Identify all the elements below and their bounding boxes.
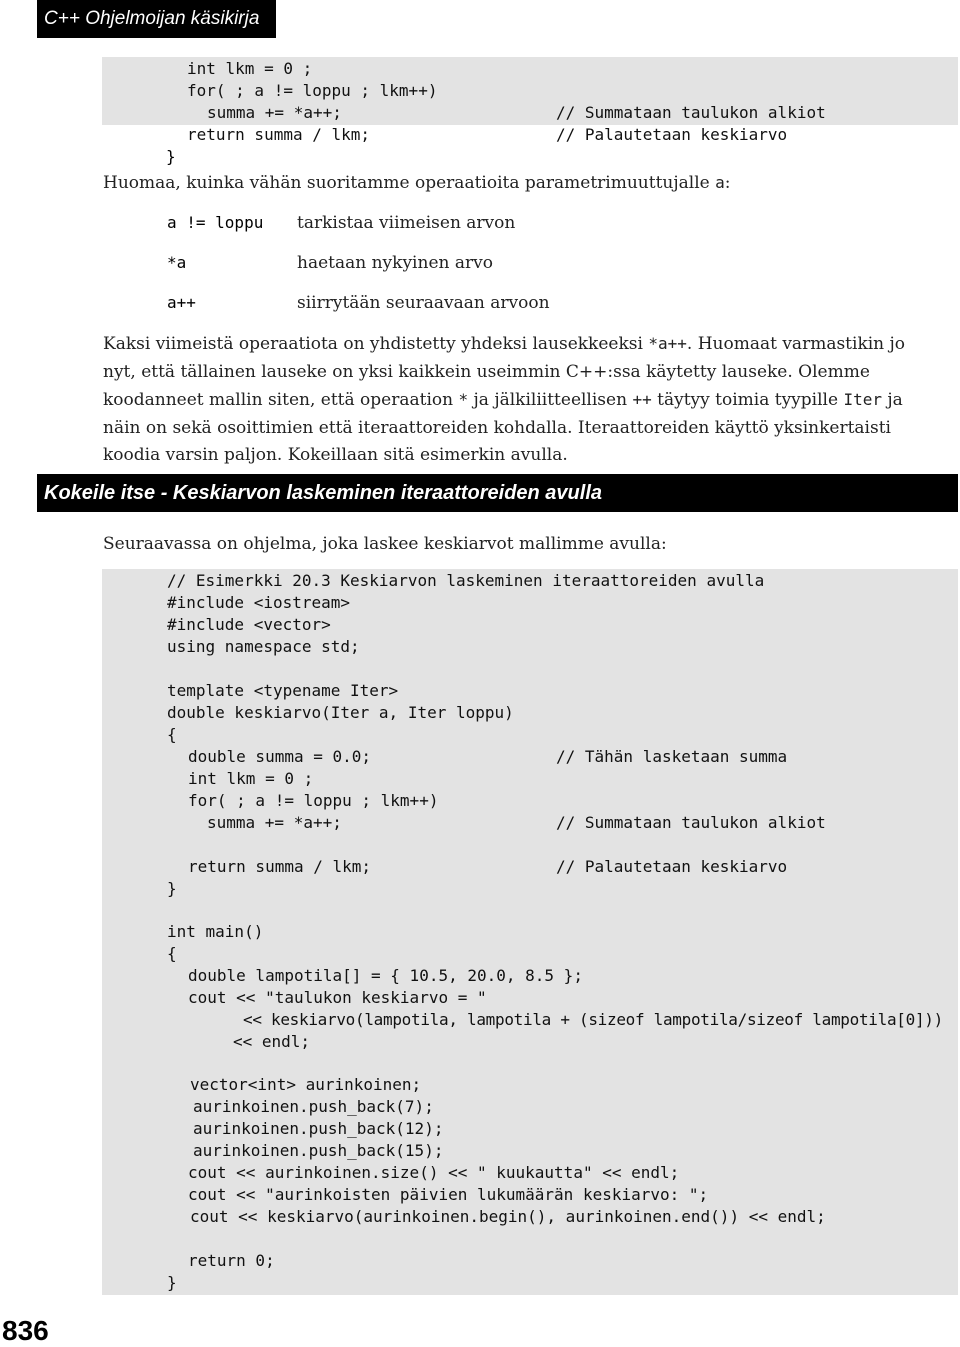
definition-term: *a bbox=[167, 253, 187, 272]
code-line: } bbox=[167, 879, 177, 898]
paragraph-text: Kaksi viimeistä operaatiota on yhdistetty yhdeksi lausekkeeksi bbox=[103, 334, 649, 354]
code-line: summa += *a++; bbox=[207, 103, 342, 122]
code-line: } bbox=[167, 1273, 177, 1292]
paragraph bbox=[103, 169, 933, 198]
code-comment: // Summataan taulukon alkiot bbox=[556, 813, 826, 832]
code-line: { bbox=[167, 944, 177, 963]
section-title: Kokeile itse - Keskiarvon laskeminen iteraattoreiden avulla bbox=[44, 482, 603, 504]
paragraph-text: ja jälkiliitteellisen bbox=[468, 390, 633, 410]
inline-code: Iter bbox=[843, 390, 882, 409]
code-line: for( ; a != loppu ; lkm++) bbox=[187, 81, 438, 100]
inline-code: *a++ bbox=[648, 334, 687, 353]
paragraph-text: täytyy toimia tyypille bbox=[651, 390, 844, 410]
code-line: cout << keskiarvo(aurinkoinen.begin(), aurinkoinen.end()) << endl; bbox=[190, 1207, 826, 1226]
paragraph-text: Seuraavassa on ohjelma, joka laskee keskiarvot mallimme avulla: bbox=[103, 534, 667, 554]
paragraph-text: ja näin on sekä osoittimien että iteraattoreiden kohdalla. Iteraattoreiden käyttö yksinkertaisti koodia varsin paljon. Kokeillaan sitä esimerkin avulla. bbox=[103, 390, 903, 465]
code-comment: // Summataan taulukon alkiot bbox=[556, 103, 826, 122]
paragraph-text: . Huomaat varmastikin jo nyt, että tällainen lauseke on yksi kaikkein useimmin C++:ssa käytetty lauseke. Olemme koodanneet mallin siten, että operaation bbox=[103, 334, 906, 410]
page-number: 836 bbox=[2, 1315, 49, 1346]
code-comment: // Palautetaan keskiarvo bbox=[556, 125, 788, 144]
code-line: // Esimerkki 20.3 Keskiarvon laskeminen iteraattoreiden avulla bbox=[167, 571, 765, 590]
code-line: << endl; bbox=[233, 1032, 311, 1051]
code-line: summa += *a++; bbox=[207, 813, 342, 832]
code-line: int lkm = 0 ; bbox=[188, 769, 314, 788]
code-comment: // Palautetaan keskiarvo bbox=[556, 857, 788, 876]
section-heading bbox=[37, 474, 958, 512]
code-line: { bbox=[167, 725, 177, 744]
inline-code: a bbox=[715, 173, 725, 192]
code-line: int main() bbox=[167, 922, 264, 941]
definition-term: a++ bbox=[167, 293, 196, 312]
definition-description: haetaan nykyinen arvo bbox=[297, 253, 493, 273]
code-line: vector<int> aurinkoinen; bbox=[190, 1075, 422, 1094]
code-line: for( ; a != loppu ; lkm++) bbox=[188, 791, 439, 810]
code-line: return 0; bbox=[188, 1251, 275, 1270]
book-title-tab bbox=[37, 0, 276, 38]
definition-description: tarkistaa viimeisen arvon bbox=[297, 213, 516, 233]
code-line: #include <vector> bbox=[167, 615, 331, 634]
paragraph-text: Huomaa, kuinka vähän suoritamme operaatioita parametrimuuttujalle bbox=[103, 173, 716, 193]
paragraph-text: : bbox=[724, 173, 731, 193]
code-line: aurinkoinen.push_back(12); bbox=[193, 1119, 444, 1138]
code-line: template <typename Iter> bbox=[167, 681, 399, 700]
code-line: return summa / lkm; bbox=[187, 125, 371, 144]
book-title: C++ Ohjelmoijan käsikirja bbox=[44, 8, 260, 29]
code-line: using namespace std; bbox=[167, 637, 360, 656]
code-comment: // Tähän lasketaan summa bbox=[556, 747, 788, 766]
code-line: cout << "aurinkoisten päivien lukumäärän keskiarvo: "; bbox=[188, 1185, 709, 1204]
code-line: int lkm = 0 ; bbox=[187, 59, 313, 78]
code-line: double lampotila[] = { 10.5, 20.0, 8.5 }; bbox=[188, 966, 583, 985]
paragraph bbox=[103, 330, 933, 470]
inline-code: * bbox=[458, 390, 469, 409]
code-line: #include <iostream> bbox=[167, 593, 351, 612]
code-line: aurinkoinen.push_back(7); bbox=[193, 1097, 434, 1116]
code-line: aurinkoinen.push_back(15); bbox=[193, 1141, 444, 1160]
code-line: double keskiarvo(Iter a, Iter loppu) bbox=[167, 703, 514, 722]
definition-term: a != loppu bbox=[167, 213, 264, 232]
code-line: cout << "taulukon keskiarvo = " bbox=[188, 988, 487, 1007]
inline-code: ++ bbox=[632, 390, 652, 409]
code-line: return summa / lkm; bbox=[188, 857, 372, 876]
code-line: double summa = 0.0; bbox=[188, 747, 372, 766]
definition-description: siirrytään seuraavaan arvoon bbox=[297, 293, 550, 313]
closing-brace: } bbox=[166, 147, 176, 166]
code-line: << keskiarvo(lampotila, lampotila + (sizeof lampotila/sizeof lampotila[0])) bbox=[243, 1010, 943, 1029]
code-line: cout << aurinkoinen.size() << " kuukautta" << endl; bbox=[188, 1163, 680, 1182]
paragraph bbox=[103, 531, 933, 559]
